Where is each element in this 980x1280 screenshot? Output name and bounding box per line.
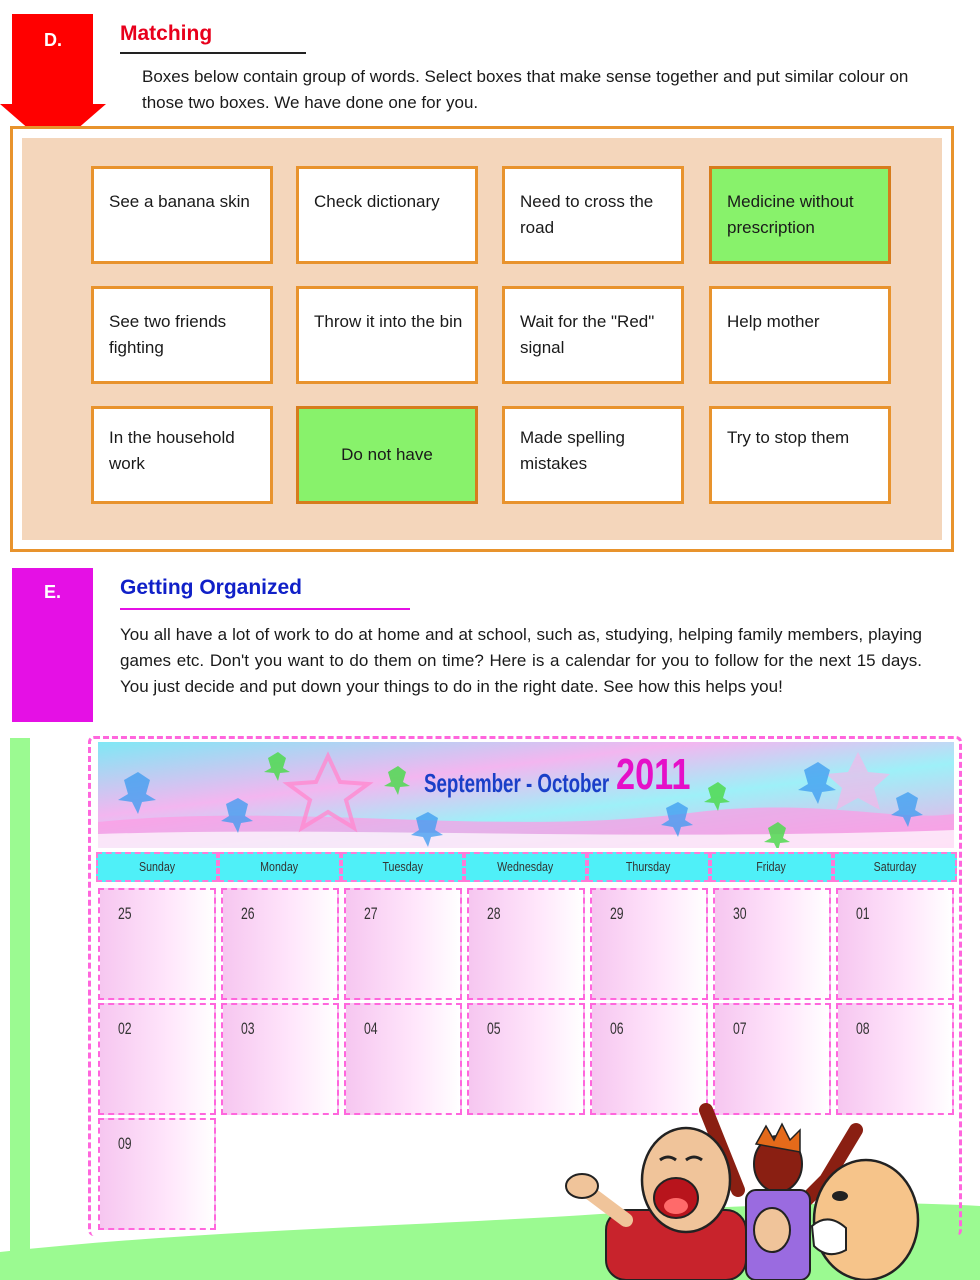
match-box[interactable]: Try to stop them: [709, 406, 891, 504]
section-d-label: D.: [44, 30, 62, 50]
calendar-year: 2011: [616, 750, 691, 799]
section-e-title: Getting Organized: [120, 576, 303, 599]
section-d-title: Matching: [120, 22, 213, 45]
section-e-label: E.: [44, 582, 62, 602]
calendar-banner: [98, 742, 954, 848]
title-underline: [120, 608, 410, 610]
cheering-kids-illustration: [556, 1100, 976, 1280]
calendar-day-cell[interactable]: 25: [98, 888, 216, 1000]
match-box[interactable]: Throw it into the bin: [296, 286, 478, 384]
calendar-day-cell[interactable]: 02: [98, 1003, 216, 1115]
calendar-day-cell[interactable]: 29: [590, 888, 708, 1000]
section-e-instructions: You all have a lot of work to do at home and at school, such as, studying, helping family members, playing games etc. Don't you want to do them on time? Here is a calendar for you to follow for the next 15 days. You just decide and put down your things to do in the right date. See how this helps you!: [120, 625, 922, 696]
day-header: Tuesday: [341, 852, 464, 882]
match-box-highlighted[interactable]: Medicine without prescription: [709, 166, 891, 264]
calendar-day-cell[interactable]: 05: [467, 1003, 585, 1115]
calendar-day-cell[interactable]: 01: [836, 888, 954, 1000]
calendar-day-cell[interactable]: 30: [713, 888, 831, 1000]
day-header: Wednesday: [464, 852, 587, 882]
calendar-day-cell[interactable]: 27: [344, 888, 462, 1000]
section-d-marker: [12, 14, 93, 106]
day-header: Saturday: [833, 852, 957, 882]
match-box-highlighted[interactable]: Do not have: [296, 406, 478, 504]
section-d-instructions: Boxes below contain group of words. Select boxes that make sense together and put similar colour on those two boxes. We have done one for you.: [142, 67, 909, 112]
calendar-day-cell[interactable]: 28: [467, 888, 585, 1000]
calendar-day-cell[interactable]: 08: [836, 1003, 954, 1115]
calendar-day-cell[interactable]: 07: [713, 1003, 831, 1115]
match-box[interactable]: See a banana skin: [91, 166, 273, 264]
match-box[interactable]: Need to cross the road: [502, 166, 684, 264]
title-underline: [120, 52, 306, 54]
match-box[interactable]: Help mother: [709, 286, 891, 384]
section-e-marker: [12, 568, 93, 722]
day-header: Monday: [218, 852, 341, 882]
day-header: Friday: [710, 852, 833, 882]
day-header: Sunday: [96, 852, 218, 882]
calendar-day-cell[interactable]: 06: [590, 1003, 708, 1115]
calendar-day-cell[interactable]: 26: [221, 888, 339, 1000]
match-box[interactable]: Made spelling mistakes: [502, 406, 684, 504]
match-box[interactable]: In the household work: [91, 406, 273, 504]
calendar-title: September - October: [424, 768, 610, 798]
match-box[interactable]: Wait for the "Red" signal: [502, 286, 684, 384]
match-box[interactable]: Check dictionary: [296, 166, 478, 264]
calendar-day-cell[interactable]: 09: [98, 1118, 216, 1230]
calendar-day-cell[interactable]: 03: [221, 1003, 339, 1115]
match-box[interactable]: See two friends fighting: [91, 286, 273, 384]
calendar-day-cell[interactable]: 04: [344, 1003, 462, 1115]
matching-panel: [22, 138, 942, 540]
day-header: Thursday: [587, 852, 710, 882]
